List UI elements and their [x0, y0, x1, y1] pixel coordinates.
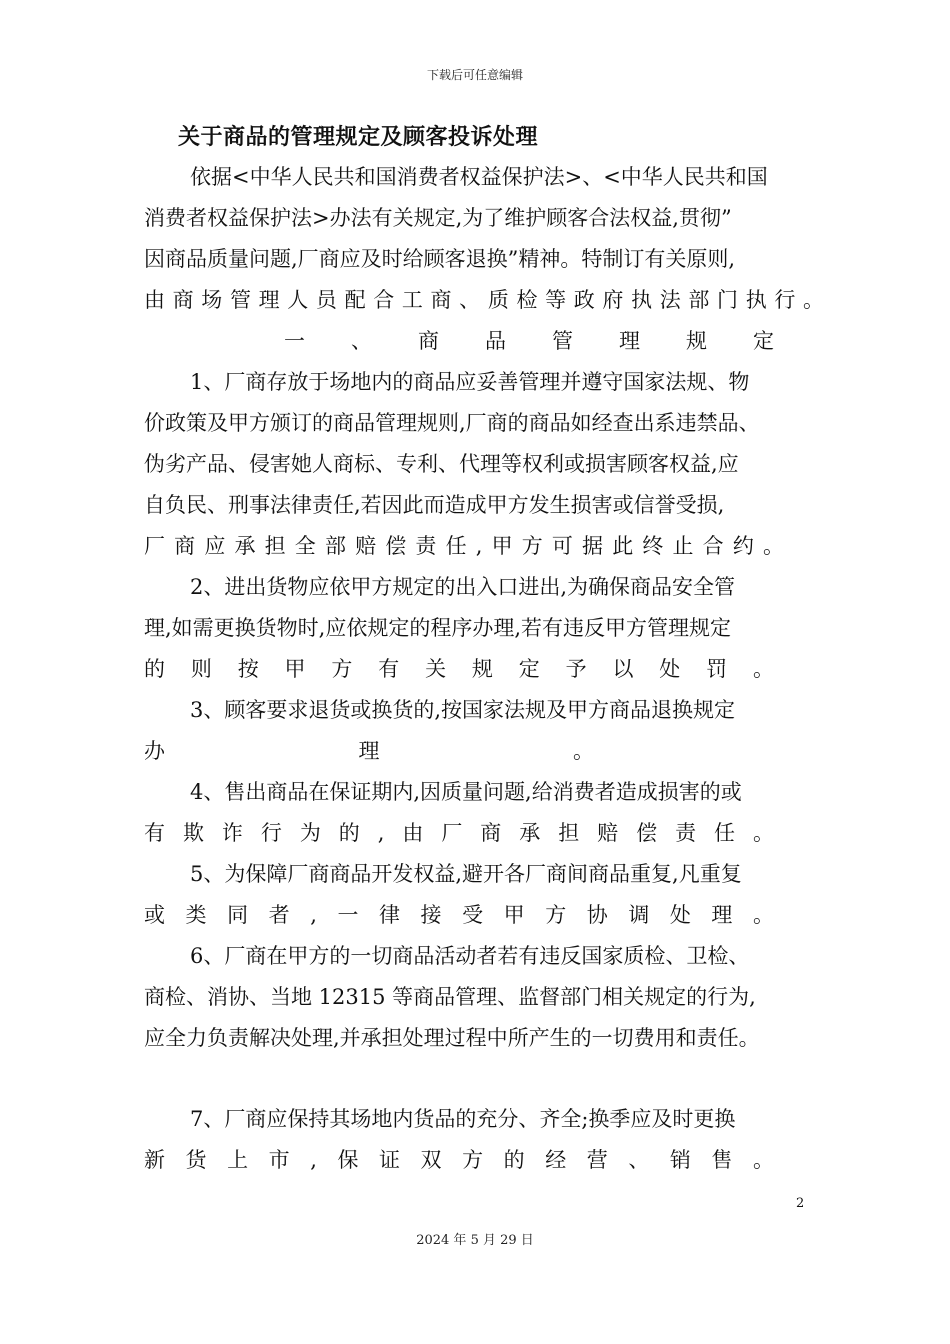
item-2-line: 2、进出货物应依甲方规定的出入口进出,为确保商品安全管 [190, 575, 736, 599]
item-4-line: 有欺诈行为的,由厂商承担赔偿责任。 [144, 821, 774, 845]
item-1-line: 厂商应承担全部赔偿责任,甲方可据此终止合约。 [144, 534, 784, 558]
item-4-line: 4、售出商品在保证期内,因质量问题,给消费者造成损害的或 [190, 780, 742, 804]
item-7-line: 新货上市,保证双方的经营、销售。 [144, 1148, 774, 1172]
item-6-line: 商检、消协、当地 12315 等商品管理、监督部门相关规定的行为, [144, 985, 756, 1009]
section-heading: 一、商品管理规定 [284, 329, 774, 353]
footer-date: 2024 年 5 月 29 日 [416, 1233, 534, 1248]
item-3-line: 3、顾客要求退货或换货的,按国家法规及甲方商品退换规定 [190, 698, 736, 722]
page-number: 2 [796, 1196, 805, 1211]
intro-line: 消费者权益保护法>办法有关规定,为了维护顾客合法权益,贯彻” [144, 206, 732, 230]
item-1-line: 自负民、刑事法律责任,若因此而造成甲方发生损害或信誉受损, [144, 493, 725, 517]
intro-line: 依据<中华人民共和国消费者权益保护法>、<中华人民共和国 [190, 165, 768, 189]
item-1-line: 价政策及甲方颁订的商品管理规则,厂商的商品如经查出系违禁品、 [144, 411, 760, 435]
item-5-line: 或类同者,一律接受甲方协调处理。 [144, 903, 774, 927]
item-7-line: 7、厂商应保持其场地内货品的充分、齐全;换季应及时更换 [190, 1107, 736, 1131]
item-1-line: 1、厂商存放于场地内的商品应妥善管理并遵守国家法规、物 [190, 370, 750, 394]
item-1-line: 伪劣产品、侵害她人商标、专利、代理等权利或损害顾客权益,应 [144, 452, 739, 476]
item-2-line: 的则按甲方有关规定予以处罚。 [144, 657, 774, 681]
intro-line: 由商场管理人员配合工商、质检等政府执法部门执行。 [144, 288, 824, 312]
item-3-line: 办理。 [144, 739, 594, 763]
item-6-line: 6、厂商在甲方的一切商品活动者若有违反国家质检、卫检、 [190, 944, 750, 968]
document-body [144, 157, 824, 1181]
item-2-line: 理,如需更换货物时,应依规定的程序办理,若有违反甲方管理规定 [144, 616, 732, 640]
item-6-line: 应全力负责解决处理,并承担处理过程中所产生的一切费用和责任。 [144, 1026, 760, 1050]
item-5-line: 5、为保障厂商商品开发权益,避开各厂商间商品重复,凡重复 [190, 862, 742, 886]
document-title: 关于商品的管理规定及顾客投诉处理 [178, 125, 539, 150]
page-header-note: 下载后可任意编辑 [426, 68, 523, 82]
intro-line: 因商品质量问题,厂商应及时给顾客退换”精神。特制订有关原则, [144, 247, 736, 271]
